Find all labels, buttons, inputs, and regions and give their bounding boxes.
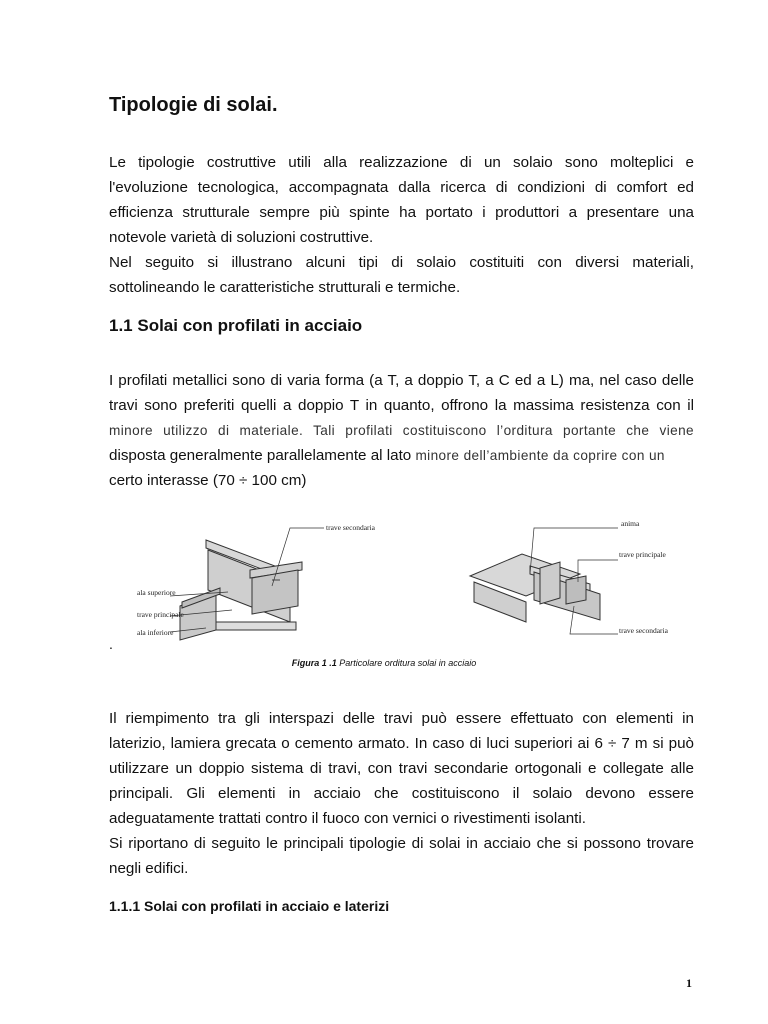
paragraph-line: travi sono preferiti quelli a doppio T in quanto, offrono la massima resistenza con il	[109, 397, 694, 414]
label-ala-inferiore: ala inferiore	[137, 628, 174, 637]
subsection-heading: 1.1.1 Solai con profilati in acciaio e laterizi	[109, 898, 390, 914]
label-trave-secondaria-right: trave secondaria	[619, 626, 668, 635]
riempimento-paragraph	[109, 706, 694, 881]
label-trave-principale: trave principale	[137, 610, 184, 619]
paragraph-line: certo interasse (70 ÷ 100 cm)	[109, 472, 307, 489]
document-title: Tipologie di solai.	[109, 94, 278, 116]
caption-label: Figura 1 .1	[291, 658, 337, 668]
paragraph-line: adeguatamente trattati contro il fuoco con vernici o rivestimenti isolanti.	[109, 810, 586, 827]
caption-text: Particolare orditura solai in acciaio	[336, 658, 477, 668]
paragraph-line: minore utilizzo di materiale. Tali profilati costituiscono l’orditura portante che viene	[109, 423, 694, 438]
stray-dot: .	[109, 636, 113, 652]
intro-line: efficienza strutturale sempre più spinte ha portato i produttori a presentare una	[109, 204, 694, 221]
label-ala-superiore: ala superiore	[137, 588, 176, 597]
paragraph-line: I profilati metallici sono di varia forma (a T, a doppio T, a C ed a L) ma, nel caso delle	[109, 372, 694, 389]
paragraph-segment: disposta generalmente parallelamente al lato	[109, 447, 412, 464]
paragraph-line: Il riempimento tra gli interspazi delle travi può essere effettuato con elementi in	[109, 710, 694, 727]
paragraph-line: principali. Gli elementi in acciaio che costituiscono il solaio devono essere	[109, 785, 694, 802]
paragraph-line: laterizio, lamiera grecata o cemento armato. In caso di luci superiori ai 6 ÷ 7 m si può	[109, 735, 694, 752]
label-trave-principale-right: trave principale	[619, 550, 666, 559]
paragraph-line	[109, 443, 694, 468]
section-heading: 1.1 Solai con profilati in acciaio	[109, 316, 363, 335]
profilati-paragraph	[109, 368, 694, 493]
paragraph-line: utilizzare un doppio sistema di travi, con travi secondarie ortogonali e collegate alle	[109, 760, 694, 777]
intro-line: sottolineando le caratteristiche strutturali e termiche.	[109, 279, 461, 296]
paragraph-segment: minore dell’ambiente da coprire con un	[411, 448, 665, 463]
intro-line: l'evoluzione tecnologica, accompagnata dalla ricerca di condizioni di comfort ed	[109, 179, 694, 196]
intro-line: Nel seguito si illustrano alcuni tipi di solaio costituiti con diversi materiali,	[109, 254, 694, 271]
beam-figure	[110, 510, 690, 650]
intro-paragraph	[109, 150, 694, 300]
left-beam-drawing	[180, 540, 302, 640]
page-number: 1	[686, 976, 692, 990]
label-anima: anima	[621, 519, 640, 528]
figure-caption	[0, 658, 768, 668]
intro-line: Le tipologie costruttive utili alla realizzazione di un solaio sono molteplici e	[109, 154, 694, 171]
label-trave-secondaria: trave secondaria	[326, 523, 375, 532]
right-beam-drawing	[470, 554, 600, 622]
intro-line: notevole varietà di soluzioni costruttive.	[109, 229, 374, 246]
paragraph-line: negli edifici.	[109, 860, 189, 877]
paragraph-line: Si riportano di seguito le principali tipologie di solai in acciaio che si possono trovare	[109, 835, 694, 852]
beam-illustrations	[110, 510, 690, 650]
